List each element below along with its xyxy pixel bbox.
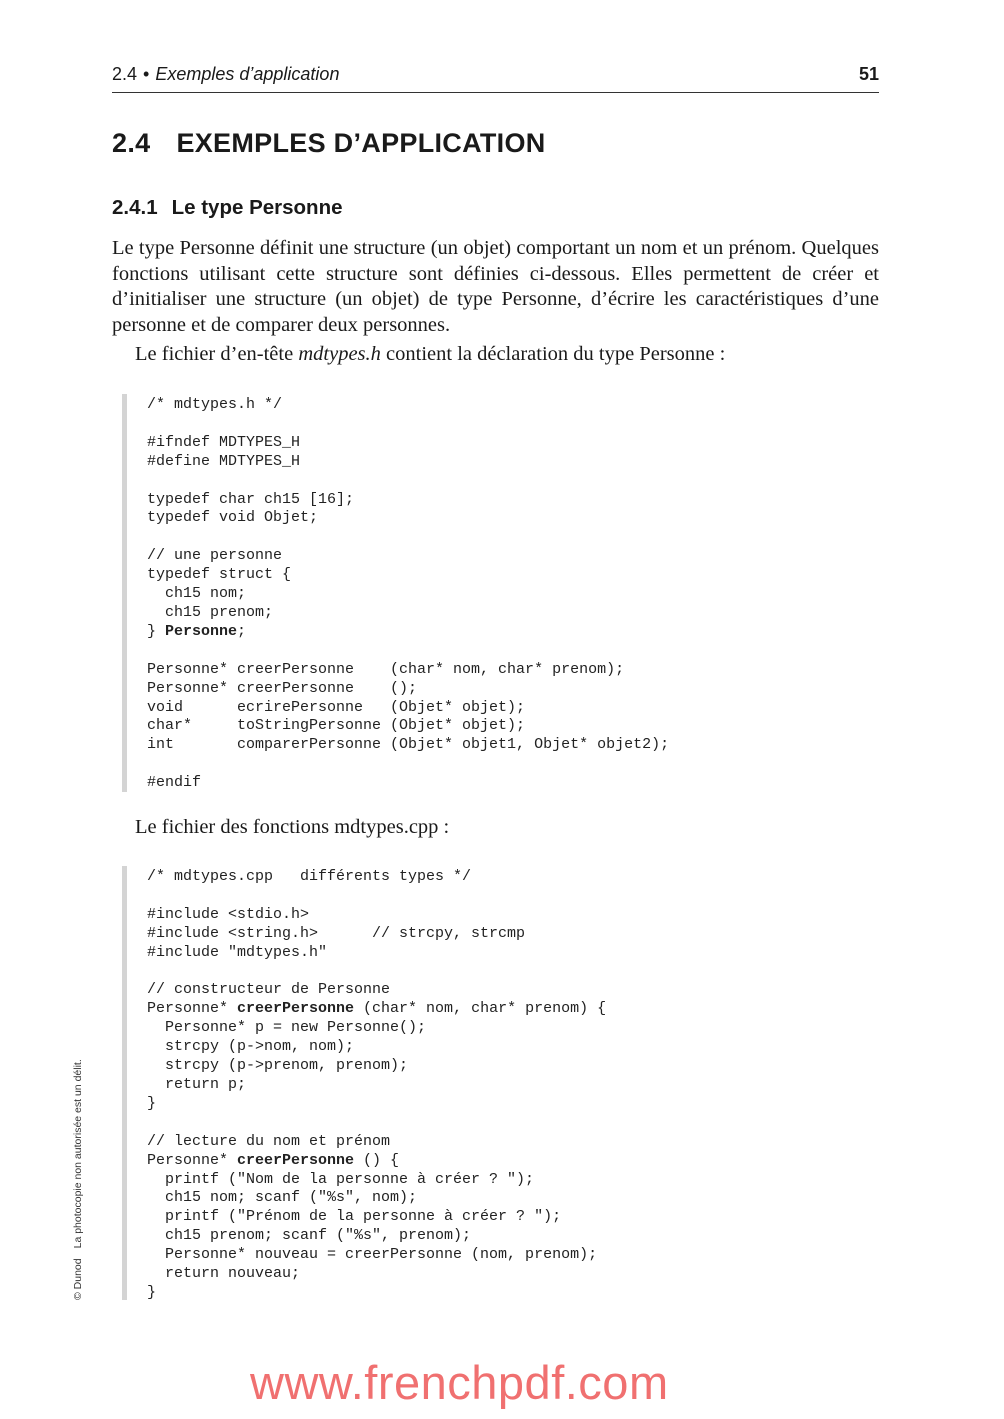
code-line: void ecrirePersonne (Objet* objet); bbox=[147, 698, 526, 716]
code-line: #include <stdio.h> bbox=[147, 905, 310, 923]
code-line: } Personne; bbox=[147, 622, 247, 640]
code-line: char* toStringPersonne (Objet* objet); bbox=[147, 717, 526, 735]
code-line: /* mdtypes.cpp différents types */ bbox=[147, 868, 472, 885]
code-line: ch15 prenom; scanf ("%s", prenom); bbox=[147, 1227, 472, 1245]
file-name: mdtypes.h bbox=[298, 343, 381, 365]
code-line: Personne* nouveau = creerPersonne (nom, prenom); bbox=[147, 1246, 598, 1264]
code-line: ch15 nom; bbox=[147, 585, 247, 603]
paragraph-text-before: Le fichier d’en-tête bbox=[135, 343, 299, 365]
code-line: } bbox=[147, 1094, 157, 1112]
code-line: int comparerPersonne (Objet* objet1, Objet* objet2); bbox=[147, 736, 670, 754]
copyright-notice bbox=[72, 1059, 84, 1300]
code-line: ch15 nom; scanf ("%s", nom); bbox=[147, 1189, 418, 1207]
publisher-credit: © Dunod bbox=[72, 1258, 84, 1300]
subsection-title: Le type Personne bbox=[171, 196, 343, 219]
code-line: // constructeur de Personne bbox=[147, 981, 391, 999]
functions-file-paragraph: Le fichier des fonctions mdtypes.cpp : bbox=[135, 816, 450, 838]
subsection-number: 2.4.1 bbox=[112, 196, 158, 219]
code-line: Personne* creerPersonne (char* nom, char* prenom) { bbox=[147, 1000, 607, 1018]
running-header-title bbox=[112, 64, 339, 85]
bullet-separator: • bbox=[143, 64, 150, 84]
intro-paragraph: Le type Personne définit une structure (un objet) comportant un nom et un prénom. Quelques fonctions utilisant cette structure sont définies ci-dessous. Elles permettent de créer et d’initialiser une structure (un objet) de type Personne, d’écrire les caractéristiques d’une personne et de comparer deux personnes. bbox=[112, 237, 879, 336]
code-listing bbox=[127, 394, 884, 793]
code-line: /* mdtypes.h */ bbox=[147, 396, 283, 413]
code-line: #ifndef MDTYPES_H bbox=[147, 433, 301, 451]
code-line: Personne* creerPersonne (); bbox=[147, 679, 418, 697]
code-listing bbox=[127, 866, 884, 1303]
page-number: 51 bbox=[858, 64, 879, 84]
code-line: Personne* p = new Personne(); bbox=[147, 1019, 427, 1037]
code-line: Personne* creerPersonne (char* nom, char* prenom); bbox=[147, 660, 625, 678]
running-header bbox=[112, 62, 879, 93]
code-line: return nouveau; bbox=[147, 1265, 301, 1283]
section-heading bbox=[112, 128, 546, 159]
code-line: typedef void Objet; bbox=[147, 509, 319, 527]
code-block-mdtypes-h bbox=[122, 394, 884, 792]
code-line: strcpy (p->nom, nom); bbox=[147, 1038, 355, 1056]
code-line: Personne* creerPersonne () { bbox=[147, 1151, 400, 1169]
code-bold-identifier: Personne bbox=[165, 622, 238, 640]
code-block-mdtypes-cpp bbox=[122, 866, 884, 1300]
code-bold-identifier: creerPersonne bbox=[237, 1000, 355, 1018]
code-line: printf ("Nom de la personne à créer ? "); bbox=[147, 1170, 535, 1188]
code-line: #endif bbox=[147, 774, 202, 792]
code-line: // une personne bbox=[147, 547, 283, 565]
code-line: strcpy (p->prenom, prenom); bbox=[147, 1057, 409, 1075]
code-line: printf ("Prénom de la personne à créer ? "); bbox=[147, 1208, 562, 1226]
running-header-section-number: 2.4 bbox=[112, 64, 138, 84]
code-line: #include "mdtypes.h" bbox=[147, 943, 328, 961]
subsection-heading bbox=[112, 196, 343, 220]
photocopy-notice: La photocopie non autorisée est un délit. bbox=[72, 1059, 84, 1249]
code-bold-identifier: creerPersonne bbox=[237, 1151, 355, 1169]
running-header-section-title: Exemples d’application bbox=[155, 64, 340, 84]
code-line: return p; bbox=[147, 1075, 247, 1093]
section-number: 2.4 bbox=[112, 128, 151, 158]
code-line: #define MDTYPES_H bbox=[147, 452, 301, 470]
code-line: #include <string.h> // strcpy, strcmp bbox=[147, 924, 526, 942]
code-line: } bbox=[147, 1283, 157, 1301]
paragraph-text-after: contient la déclaration du type Personne : bbox=[380, 343, 726, 365]
code-line: typedef char ch15 [16]; bbox=[147, 490, 355, 508]
header-file-paragraph bbox=[135, 342, 879, 368]
code-line: typedef struct { bbox=[147, 566, 292, 584]
code-line: ch15 prenom; bbox=[147, 603, 274, 621]
watermark-link[interactable]: www.frenchpdf.com bbox=[250, 1356, 669, 1409]
code-line: // lecture du nom et prénom bbox=[147, 1132, 391, 1150]
section-title: EXEMPLES D’APPLICATION bbox=[176, 128, 546, 158]
